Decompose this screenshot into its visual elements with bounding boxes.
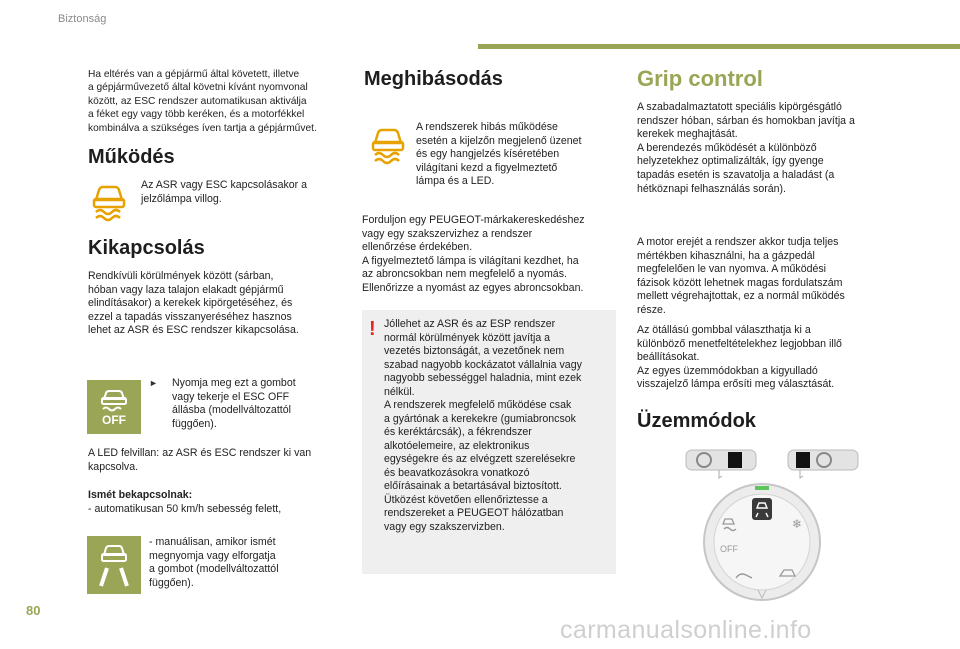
bullet-arrow-icon: ►: [149, 378, 158, 388]
grip-intro-text: A szabadalmaztatott speciális kipörgésgátló rendszer hóban, sárban és homokban javítja a kerekek meghajtását. A berendezés működését a különböző helyzetekhez optimalizálták, így gyenge tapadás esetén is szavatolja a haladást (a hétköznapi felhasználás során).: [637, 101, 855, 195]
heading-meghibasodas: Meghibásodás: [364, 68, 503, 90]
reenable-auto-item: - automatikusan 50 km/h sebesség felett,: [88, 503, 282, 515]
motor-text: A motor erejét a rendszer akkor tudja teljes mértékben kihasználni, ha a gázpedál megfelelően le van nyomva. A működési fázisok között lehetnek magas fordulatszám mellett végrehajtottak, ez a normál működés része.: [637, 236, 845, 316]
section-label: Biztonság: [58, 13, 107, 25]
warning-exclamation-icon: !: [369, 318, 376, 340]
heading-mukodes: Működés: [88, 146, 175, 168]
dealer-text: Forduljon egy PEUGEOT-márkakereskedéshez vagy egy szakszervizhez a rendszer ellenőrzése érdekében. A figyelmeztető lámpa is világítani kezdhet, ha az abroncsokban nem megfelelő a nyomás. Ellenőrizze a nyomást az egyes abroncsokban.: [362, 214, 585, 294]
page-number: 80: [26, 603, 41, 618]
esc-intro-text: Ha eltérés van a gépjármű által követett, illetve a gépjárművezető által követni kívánt nyomvonal között, az ESC rendszer automatikusan aktiválja a féket egy vagy több keréken, és a motorfékkel kombinálva a szükséges íven tartja a gépjárművet.: [88, 69, 317, 134]
reenable-title: Ismét bekapcsolnak:: [88, 489, 193, 501]
esc-fault-icon: [364, 121, 412, 167]
grip-control-dial: [660, 440, 860, 615]
manual-item: - manuálisan, amikor ismét megnyomja vagy elforgatja a gombot (modellváltozattól függően).: [149, 536, 279, 589]
off-button-instruction: Nyomja meg ezt a gombot vagy tekerje el ESC OFF állásba (modellváltozattól függően).: [172, 377, 296, 430]
warning-text: Jóllehet az ASR és az ESP rendszer normál körülmények között javítja a vezetés biztonságát, a vezetőnek nem szabad nagyobb kockázatot vállalnia vagy nagyobb sebességgel haladnia, mint ezek nélkül. A rendszerek megfelelő működése csak a gyártónak a kerekekre (gumiabroncsok és keréktárcsák), a fékrendszer alkotóelemeire, az elektronikus egységekre és az elvégzett szerelésekre és beavatkozásokra vonatkozó előírásainak a betartásával biztosított. Ütközést követően ellenőriztesse a rendszereket a PEUGEOT hálózatban vagy egy szakszervizben.: [384, 318, 582, 533]
dial-off-label: OFF: [720, 544, 738, 554]
esc-skid-icon: [85, 178, 133, 224]
lane-road-icon: [87, 536, 141, 594]
header-accent-bar: [478, 44, 960, 49]
heading-uzemmodok: Üzemmódok: [637, 410, 756, 432]
svg-text:❄: ❄: [791, 517, 803, 531]
esc-off-icon-label: OFF: [102, 413, 126, 427]
heading-grip-control: Grip control: [637, 66, 763, 91]
heading-kikapcsolas: Kikapcsolás: [88, 237, 205, 259]
mukodes-text: Az ASR vagy ESC kapcsolásakor a jelzőlámpa villog.: [141, 179, 308, 205]
kikapcsolas-text: Rendkívüli körülmények között (sárban, hóban vagy laza talajon elakadt gépjármű elindításakor) a kerekek kipörgetéséhez, és ezzel a tapadás visszanyeréséhez hasznos lehet az ASR és ESC rendszer kikapcsolása.: [88, 270, 299, 337]
led-text: A LED felvillan: az ASR és ESC rendszer ki van kapcsolva.: [88, 447, 312, 473]
fault-text: A rendszerek hibás működése esetén a kijelzőn megjelenő üzenet és egy hangjelzés kíséretében világítani kezd a figyelmeztető lámpa és a LED.: [416, 121, 582, 188]
knob-text: Az ötállású gombbal választhatja ki a különböző menetfeltételekhez legjobban illő beállításokat. Az egyes üzemmódokban a kigyulladó visszajelző lámpa erősíti meg választását.: [637, 324, 842, 391]
esc-off-icon: [87, 380, 141, 434]
watermark: carmanualsonline.info: [560, 616, 812, 644]
